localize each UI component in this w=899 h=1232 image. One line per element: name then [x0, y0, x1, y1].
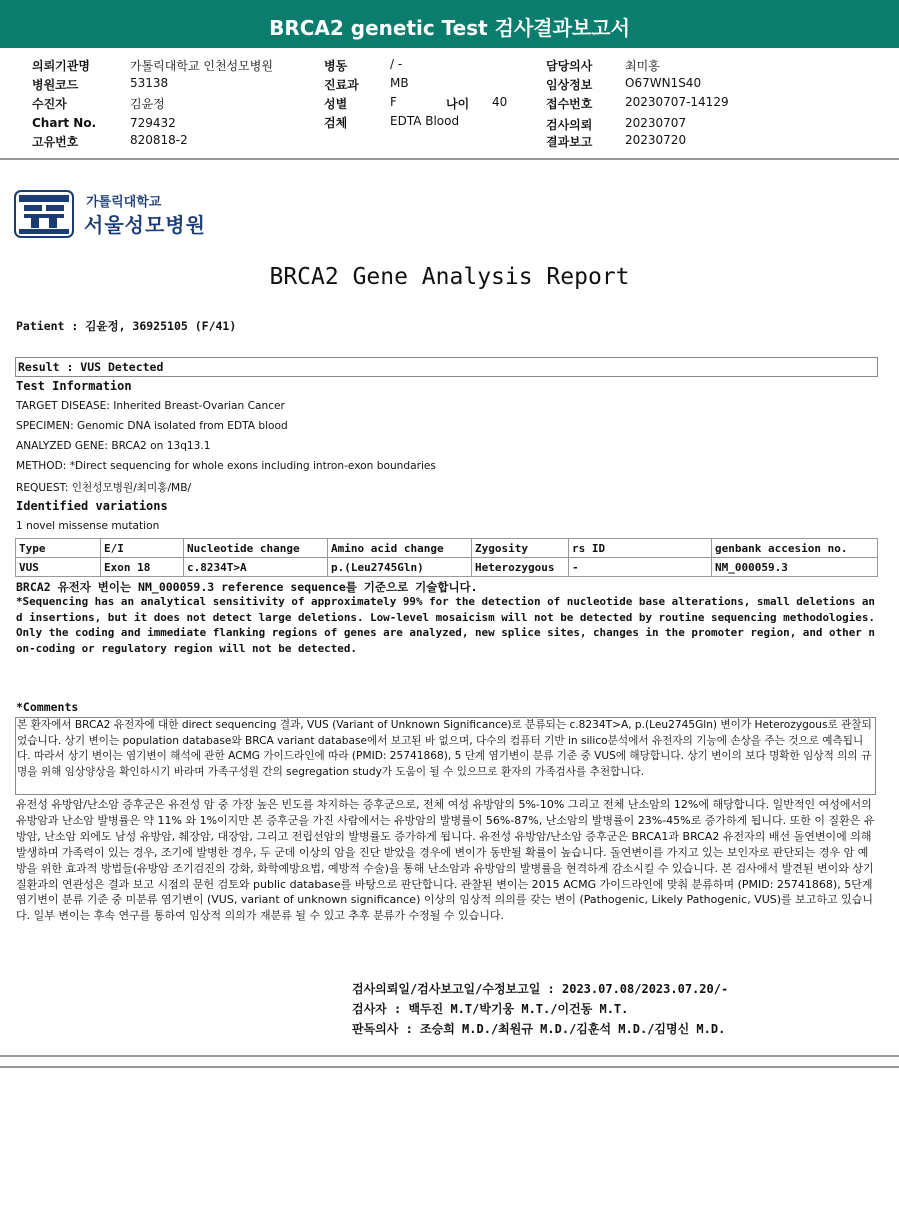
comments-heading: *Comments	[16, 700, 79, 714]
field-label-report-date: 결과보고	[546, 135, 593, 149]
field-label-unique-no: 고유번호	[32, 135, 79, 149]
table-row	[16, 558, 878, 577]
report-title-bar	[0, 0, 899, 48]
field-value-unique-no: 820818-2	[130, 133, 188, 147]
method-info: METHOD: *Direct sequencing for whole exons including intron-exon boundaries	[16, 460, 436, 472]
logo-university-name: 가톨릭대학교	[86, 195, 162, 210]
table-header: Zygosity	[472, 539, 569, 558]
table-cell: c.8234T>A	[184, 558, 328, 577]
report-dates: 검사의뢰일/검사보고일/수정보고일 : 2023.07.08/2023.07.20/-	[352, 982, 729, 996]
field-value-doctor: 최미홍	[625, 59, 660, 73]
comment-box: 본 환자에서 BRCA2 유전자에 대한 direct sequencing 결과, VUS (Variant of Unknown Significance)로 분류되는 c.8234T>A, p.(Leu2745Gln) 변이가 Heterozygous로 관찰되었습니다. 상기 변이는 population database와 BRCA variant database에서 보고된 바 없으며, 다수의 컴퓨터 기반 in silico분석에서 유전자의 기능에 손상을 주는 것으로 예측됩니다. 따라서 상기 변이는 염기변이 해석에 관한 ACMG 가이드라인에 따라 (PMID: 25741868), 5 단계 염기변이 분류 기준 중 VUS에 해당합니다. 상기 변이의 보다 명확한 임상적 의의 규명을 위해 임상양상을 확인하시기 바라며 가족구성원 간의 segregation study가 도움이 될 수 있으므로 환자의 가족검사를 추천합니다.	[15, 717, 876, 795]
test-info-heading: Test Information	[16, 379, 132, 393]
request-info: REQUEST: 인천성모병원/최미홍/MB/	[16, 482, 192, 494]
table-cell: NM_000059.3	[712, 558, 878, 577]
sensitivity-note: *Sequencing has an analytical sensitivity of approximately 99% for the detection of nucleotide base alterations, small deletions and insertions, but it does not detect large deletions. Low-level mosaicism will not be detected by routine sequencing methodologies. Only the coding and immediate flanking regions of genes are analyzed, new splice sites, changes in the promoter region, and other non-coding or regulatory region will not be detected.	[16, 595, 875, 655]
field-label-ward: 병동	[324, 59, 348, 73]
field-value-report-date: 20230720	[625, 133, 687, 147]
hospital-emblem-icon	[14, 190, 74, 238]
field-value-receipt-no: 20230707-14129	[625, 95, 729, 109]
field-value-chart-no: 729432	[130, 116, 176, 130]
footer-divider-2	[0, 1066, 899, 1068]
table-header: Nucleotide change	[184, 539, 328, 558]
table-header: Amino acid change	[328, 539, 472, 558]
result-box	[15, 357, 878, 377]
field-label-department: 진료과	[324, 78, 359, 92]
identified-summary: 1 novel missense mutation	[16, 520, 160, 532]
variation-table	[15, 538, 878, 577]
table-header: genbank accesion no.	[712, 539, 878, 558]
header-divider	[0, 158, 899, 160]
specimen-info: SPECIMEN: Genomic DNA isolated from EDTA blood	[16, 420, 288, 432]
reference-note: BRCA2 유전자 변이는 NM_000059.3 reference sequence를 기준으로 기술합니다.	[16, 580, 478, 594]
field-value-hospital-code: 53138	[130, 76, 169, 90]
field-value-specimen: EDTA Blood	[390, 114, 460, 128]
field-label-referring-institution: 의뢰기관명	[32, 59, 90, 73]
table-header: rs ID	[569, 539, 712, 558]
field-label-receipt-no: 접수번호	[546, 97, 593, 111]
field-value-sex: F	[390, 95, 397, 109]
field-label-request-date: 검사의뢰	[546, 118, 593, 132]
table-cell: -	[569, 558, 712, 577]
reading-physicians: 판독의사 : 조승희 M.D./최원규 M.D./김훈석 M.D./김명신 M.D.	[352, 1022, 726, 1036]
patient-line: Patient : 김윤정, 36925105 (F/41)	[16, 319, 237, 333]
table-cell: Exon 18	[101, 558, 184, 577]
table-cell: p.(Leu2745Gln)	[328, 558, 472, 577]
field-label-doctor: 담당의사	[546, 59, 593, 73]
identified-heading: Identified variations	[16, 499, 168, 513]
field-value-request-date: 20230707	[625, 116, 687, 130]
table-cell: VUS	[16, 558, 101, 577]
report-header-title: BRCA2 genetic Test 검사결과보고서	[269, 16, 630, 40]
field-label-chart-no: Chart No.	[32, 116, 97, 130]
table-header-row	[16, 539, 878, 558]
field-value-department: MB	[390, 76, 409, 90]
report-title: BRCA2 Gene Analysis Report	[269, 264, 630, 290]
footer-divider	[0, 1055, 899, 1057]
examiners: 검사자 : 백두진 M.T/박기웅 M.T./이건동 M.T.	[352, 1002, 629, 1016]
table-header: E/I	[101, 539, 184, 558]
background-paragraph: 유전성 유방암/난소암 증후군은 유전성 암 중 가장 높은 빈도를 차지하는 증후군으로, 전체 여성 유방암의 5%-10% 그리고 전체 난소암의 12%에 해당합니다. 일반적인 여성에서의 유방암과 난소암 발병률은 약 11% 와 1%이지만 본 증후군을 가진 사람에서는 유방암의 발병률이 56%-87%, 난소암의 발병률이 23%-45%로 증가하게 됩니다. 또한 이 질환은 유방암, 난소암 외에도 남성 유방암, 췌장암, 대장암, 그리고 전립선암의 발병률도 증가하게 됩니다. 유전성 유방암/난소암 증후군은 BRCA1과 BRCA2 유전자의 배선 돌연변이에 의해 발생하며 가족력이 있는 경우, 조기에 발병한 경우, 두 군데 이상의 암을 진단 받았을 경우에 변이가 동반될 확률이 높습니다. 돌연변이를 가지고 있는 보인자로 판단되는 경우 암 예방을 위한 효과적 방법들(유방암 조기검진의 강화, 화학예방요법, 예방적 수술)을 통해 난소암과 유방암의 발병률을 현격하게 감소시킬 수 있습니다. 본 검사에서 발견된 변이와 상기 질환과의 연관성은 결과 보고 시점의 문헌 검토와 public database를 바탕으로 판단합니다. 관찰된 변이는 2015 ACMG 가이드라인에 맞춰 분류하며 (PMID: 25741868), 5단계 염기변이 분류 기준 중 미분류 염기변이 (VUS, variant of unknown significance) 이상의 임상적 의의를 갖는 변이 (Pathogenic, Likely Pathogenic, VUS)를 보고하고 있습니다. 일부 변이는 후속 연구를 통하여 임상적 의의가 재분류 될 수 있고 추후 분류가 수정될 수 있습니다.	[16, 798, 875, 923]
field-value-clinical-info: O67WN1S40	[625, 76, 702, 90]
table-cell: Heterozygous	[472, 558, 569, 577]
field-value-referring-institution: 가톨릭대학교 인천성모병원	[130, 59, 273, 73]
field-value-ward: / -	[390, 57, 403, 71]
field-label-clinical-info: 임상정보	[546, 78, 593, 92]
field-value-age: 40	[492, 95, 508, 109]
target-disease: TARGET DISEASE: Inherited Breast-Ovarian Cancer	[16, 400, 285, 412]
logo-hospital-name: 서울성모병원	[84, 213, 206, 237]
hospital-logo	[14, 190, 74, 242]
field-label-sex: 성별	[324, 97, 348, 111]
analyzed-gene: ANALYZED GENE: BRCA2 on 13q13.1	[16, 440, 211, 452]
result-text: Result : VUS Detected	[18, 360, 164, 374]
field-label-hospital-code: 병원코드	[32, 78, 79, 92]
field-value-patient: 김윤정	[130, 97, 165, 111]
field-label-age: 나이	[446, 97, 470, 111]
table-header: Type	[16, 539, 101, 558]
field-label-patient: 수진자	[32, 97, 67, 111]
field-label-specimen: 검체	[324, 116, 348, 130]
